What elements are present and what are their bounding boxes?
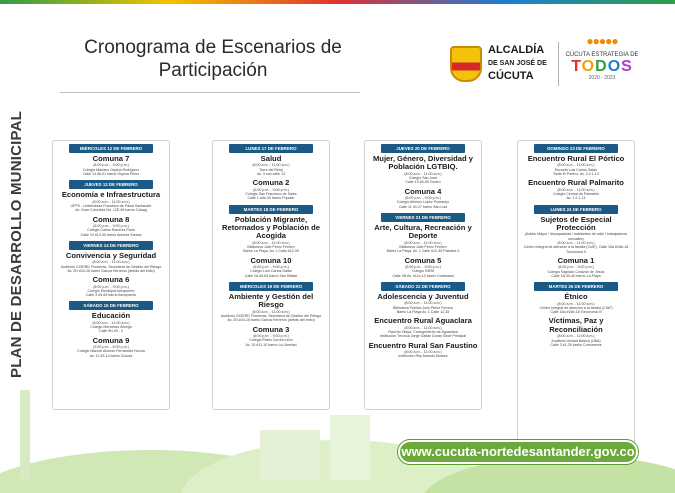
event-venue: Biblioteca Julio Pérez Ferrero	[247, 245, 295, 250]
event-venue: Institución Rey Manuel Álvarez	[398, 354, 448, 359]
event-venue: Colegio Municipal Aeropuerto	[87, 288, 135, 293]
event-item	[213, 155, 329, 176]
strategy-line-1: CÚCUTA ESTRATEGIA DE	[565, 52, 639, 58]
event-item	[213, 293, 329, 323]
event-item	[53, 312, 169, 333]
building-shape	[330, 415, 370, 480]
event-item	[365, 317, 481, 338]
day-block	[518, 282, 634, 347]
event-name: Adolescencia y Juventud	[377, 292, 469, 301]
event-item	[53, 252, 169, 273]
alcaldia-line-1: ALCALDÍA	[488, 44, 545, 56]
event-address: Calle 15a #16b-18 Torcoroma III	[550, 310, 602, 315]
event-venue: Centro Integral de atención a la familia (CIAF)	[539, 305, 613, 310]
alcaldia-wordmark	[488, 44, 547, 82]
event-address: Sede El Pórtico, Av. 2 # 1-14	[553, 172, 599, 176]
event-venue: Colegio Sagrado Corazón de Jesús	[547, 269, 605, 274]
event-time: (6:00 p.m. - 9:00 p.m.)	[405, 265, 441, 270]
event-item	[365, 224, 481, 254]
day-banner: JUEVES 20 DE FEBRERO	[381, 144, 465, 153]
day-banner: LUNES 24 DE FEBRERO	[534, 205, 618, 214]
event-name: Víctimas, Paz y Reconciliación	[548, 316, 604, 334]
event-venue: Colegio Pablo Correa León	[249, 338, 293, 343]
event-name: Comuna 7	[92, 154, 130, 163]
alcaldia-logo	[446, 40, 556, 88]
side-title: PLAN DE DESARROLLO MUNICIPAL	[8, 111, 25, 378]
event-item	[53, 337, 169, 358]
strategy-letter: T	[571, 58, 582, 75]
event-time: (8:00 a.m. - 11:00 a.m.)	[252, 309, 290, 314]
event-venue: Colegio Carlos Ramírez París	[87, 228, 135, 233]
day-banner: SÁBADO 15 DE FEBRERO	[69, 301, 153, 310]
day-block	[365, 213, 481, 278]
event-item	[518, 317, 634, 347]
event-venue: Colegio Alfonso López Pumarejo	[396, 200, 450, 205]
event-time: (6:00 p.m. - 9:00 p.m.)	[558, 265, 594, 270]
event-item	[518, 257, 634, 278]
day-banner: MARTES 25 DE FEBRERO	[534, 282, 618, 291]
event-address: Institución Técnica Jorge Gaitán Durán Sede Principal	[379, 334, 467, 339]
day-banner: JUEVES 13 DE FEBRERO	[69, 180, 153, 189]
event-name: Comuna 8	[92, 214, 130, 224]
event-address: Calle 4N Av. #11e-12 barrio Guaimaral	[392, 273, 454, 278]
event-time: (8:00 a.m. - 11:00 a.m.)	[92, 199, 130, 204]
day-block	[53, 241, 169, 298]
event-time: (8:00 a.m. - 11:00 a.m.)	[557, 163, 595, 168]
event-venue: Colegio Mercedes Ábrego	[90, 325, 132, 330]
day-block	[365, 282, 481, 359]
event-venue: Torre del Reloj	[259, 167, 283, 172]
event-name: Encuentro Rural San Faustino	[368, 340, 478, 350]
event-address: Calle 9N #0 - 2	[99, 329, 123, 334]
event-venue: UFPS - Universidad Francisco de Paula Santander	[70, 204, 152, 208]
event-item	[518, 155, 634, 176]
event-venue: Rancho Olaya, Corregimiento de Aguaclara	[388, 330, 458, 334]
event-name: Comuna 10	[250, 255, 292, 265]
event-name: Comuna 1	[557, 255, 595, 265]
day-block	[53, 301, 169, 358]
event-time: (8:00 a.m. - 11:00 a.m.)	[557, 301, 595, 306]
event-address: Av. 2N #24-16 barrio García Herreros (detrás del éxito)	[227, 318, 315, 323]
event-item	[518, 216, 634, 254]
website-url[interactable]: www.cucuta-nortedesantander.gov.co	[398, 440, 638, 464]
event-time: (8:00 a.m. - 11:00 a.m.)	[404, 325, 442, 330]
strategy-letter: S	[621, 58, 633, 75]
event-address: Calle 2A #0-63 barrio San Rafael	[244, 273, 298, 278]
event-name: Encuentro Rural Aguaclara	[374, 316, 472, 326]
day-banner: SÁBADO 22 DE FEBRERO	[381, 282, 465, 291]
alcaldia-line-2: DE SAN JOSÉ DE	[488, 60, 547, 67]
logo-divider	[558, 42, 559, 86]
event-time: (8:00 a.m. - 11:00 a.m.)	[252, 240, 290, 245]
event-venue: Colegio Manuel Antonio Fernández Novoa	[77, 349, 145, 354]
day-block	[518, 205, 634, 279]
event-venue: Escuela Luis Carlos Galán	[554, 167, 598, 172]
event-name: Comuna 6	[92, 275, 130, 285]
event-time: (8:00 a.m. - 11:00 a.m.)	[557, 334, 595, 339]
coat-of-arms-icon	[450, 46, 482, 82]
event-item	[213, 326, 329, 347]
event-item	[53, 216, 169, 237]
event-venue: Auditorio Unidad Básica (UBA)	[551, 338, 601, 343]
event-venue: Colegio Mariano Ospina Rodríguez	[82, 167, 140, 172]
title-line-1: Cronograma de Escenarios de	[84, 37, 342, 58]
event-address: Av. 11 #3-14 barrio Cúcuta	[89, 353, 133, 358]
day-block	[213, 144, 329, 201]
event-venue: Colegio INEM	[411, 269, 435, 274]
event-time: (8:00 a.m. - 11:00 a.m.)	[404, 350, 442, 354]
top-color-rule	[0, 0, 675, 4]
event-item	[518, 293, 634, 314]
event-address: Av. Gran Colombia No. 12E-96 barrio Colsag	[75, 208, 147, 213]
event-time: (6:00 p.m. - 9:00 p.m.)	[405, 196, 441, 201]
event-address: Av. 2 # 1-14	[566, 196, 586, 201]
event-item	[365, 188, 481, 209]
event-address: Calle 3 #5-69 barrio Aeropuerto	[85, 293, 137, 298]
event-address: Av. 3 con calle 13	[256, 172, 286, 176]
event-time: (6:00 p.m. - 9:00 p.m.)	[253, 334, 289, 339]
day-block	[53, 144, 169, 176]
day-banner: MIÉRCOLES 12 DE FEBRERO	[69, 144, 153, 153]
monument-shape	[20, 390, 30, 480]
event-item	[213, 179, 329, 200]
schedule-column-3	[364, 140, 482, 410]
event-address: Calle 14 #6-01 barrio Ospina Pérez	[82, 172, 140, 176]
event-address: Calle 1 #de-30 barrio Popular	[247, 196, 295, 201]
event-name: Arte, Cultura, Recreación y Deporte	[374, 223, 472, 241]
event-name: Educación	[91, 311, 131, 321]
event-item	[518, 179, 634, 200]
event-venue: Colegio San José	[408, 176, 438, 181]
event-time: (8:00 a.m. - 11:00 a.m.)	[404, 240, 442, 245]
event-item	[365, 293, 481, 314]
event-time: (8:00 a.m. - 11:00 a.m.)	[557, 187, 595, 192]
event-address: Barrio La Playa. Av. 1 Calle #12-35	[243, 249, 299, 254]
event-venue: Colegio Luis Carlos Galán	[250, 269, 292, 274]
day-banner: MARTES 18 DE FEBRERO	[229, 205, 313, 214]
event-address: Calle 1N #0-40 barrio La Playa	[551, 273, 601, 278]
event-name: Convivencia y Seguridad	[65, 250, 157, 260]
day-block	[518, 144, 634, 201]
event-item	[213, 216, 329, 254]
event-address: Calle 3 #1-29 barrio Comuneros	[550, 342, 602, 347]
event-venue: Biblioteca Pública Julio Pérez Ferrero	[393, 305, 453, 310]
event-address: Calle 11 #0-27 barrio San Luis	[398, 204, 448, 209]
event-item	[53, 191, 169, 212]
event-time: (Adulto Mayor / discapacidad / habitantes de calle / trabajadores sexuales)	[524, 232, 628, 241]
day-banner: DOMINGO 23 DE FEBRERO	[534, 144, 618, 153]
day-block	[365, 144, 481, 209]
event-item	[365, 257, 481, 278]
title-line-2: Participación	[158, 60, 268, 81]
event-address: Av. 2N #24-16 barrio García Herreros (detrás del éxito)	[67, 268, 155, 273]
event-address: Centro Integral de atención a la familia (CIAF), Calle 15a #16b-18 Torcoroma II	[523, 245, 629, 254]
strategy-letter: O	[607, 58, 622, 75]
schedule-column-2	[212, 140, 330, 410]
event-name: Ambiente y Gestión del Riesgo	[228, 292, 314, 310]
event-venue: Biblioteca Julio Pérez Ferrero	[399, 245, 447, 250]
event-item	[53, 155, 169, 176]
event-time: (8:00 a.m. - 11:00 a.m.)	[404, 171, 442, 176]
event-address: Barrio La Playa Av. 1 Calle 12-35	[396, 310, 450, 314]
event-item	[53, 276, 169, 297]
todos-logo	[562, 34, 642, 94]
day-block	[213, 282, 329, 347]
event-name: Mujer, Género, Diversidad y Población LGTBIQ.	[372, 154, 474, 172]
event-address: Calle 10 #13-35 barrio Antonia Santos	[80, 232, 142, 237]
event-name: Salud	[260, 154, 282, 163]
event-name: Economía e Infraestructura	[61, 190, 161, 200]
people-icon: ●●●●●	[586, 34, 618, 48]
event-venue: (8:00 a.m. - 11:00 a.m.)	[557, 241, 595, 245]
event-name: Étnico	[564, 292, 588, 302]
event-time: (6:00 p.m. - 9:00 p.m.)	[93, 284, 129, 289]
alcaldia-line-3: CÚCUTA	[488, 70, 534, 82]
city-skyline-illustration	[0, 380, 675, 493]
event-time: (6:00 p.m. - 9:00 p.m.)	[93, 224, 129, 228]
event-venue: Auditorio CIGERD Fronteras, Secretaría de Gestión del Riesgo	[60, 264, 162, 269]
event-venue: Colegio San Francisco de Sales	[245, 192, 297, 196]
day-banner: VIERNES 14 DE FEBRERO	[69, 241, 153, 250]
event-address: Barrio La Playa. Av. 1 Calle #12-35 Palestra 3	[386, 249, 460, 254]
strategy-letter: O	[581, 58, 596, 75]
event-time: (8:00 a.m. - 11:00 a.m.)	[404, 301, 442, 306]
event-name: Encuentro Rural El Pórtico	[527, 154, 625, 163]
strategy-letter: D	[595, 58, 608, 75]
day-block	[213, 205, 329, 278]
event-name: Comuna 2	[252, 178, 290, 188]
event-address: Av. 10 #11-10 barrio La Libertad	[245, 342, 297, 347]
event-address: Calle 13 #0-05 Centro	[405, 180, 441, 185]
event-time: (6:00 p.m. - 9:00 p.m.)	[253, 265, 289, 270]
event-venue: Colegio Central de Palmarito	[553, 192, 599, 196]
event-time: (8:00 a.m. - 11:00 a.m.)	[92, 260, 130, 265]
event-item	[213, 257, 329, 278]
day-banner: VIERNES 21 DE FEBRERO	[381, 213, 465, 222]
event-name: Encuentro Rural Palmarito	[528, 178, 624, 188]
title-divider	[60, 92, 360, 93]
event-time: (3:00 p.m. - 6:00 p.m.)	[93, 345, 129, 350]
event-name: Sujetos de Especial Protección	[540, 214, 612, 232]
event-name: Comuna 4	[404, 186, 442, 196]
event-item	[365, 342, 481, 359]
building-shape	[260, 430, 320, 480]
event-venue: Auditorio CIGERD Fronteras, Secretaría de Gestión del Riesgo	[220, 314, 322, 319]
page-title	[58, 36, 368, 82]
schedule-column-1	[52, 140, 170, 410]
event-time: (6:00 p.m. - 9:00 p.m.)	[253, 187, 289, 192]
event-name: Comuna 9	[92, 335, 130, 345]
event-time: (8:00 p.m. - 9:00 p.m.)	[93, 163, 129, 168]
day-banner: LUNES 17 DE FEBRERO	[229, 144, 313, 153]
day-banner: MIÉRCOLES 19 DE FEBRERO	[229, 282, 313, 291]
strategy-years: 2020 - 2023	[588, 75, 616, 81]
event-time: (8:00 a.m. - 11:00 a.m.)	[92, 320, 130, 325]
event-name: Población Migrante, Retornados y Población de Acogida	[222, 214, 320, 241]
event-name: Comuna 3	[252, 324, 290, 334]
event-name: Comuna 5	[404, 255, 442, 265]
day-block	[53, 180, 169, 237]
strategy-word	[562, 58, 642, 75]
event-time: (8:00 a.m. - 11:00 a.m.)	[252, 163, 290, 168]
event-item	[365, 155, 481, 185]
